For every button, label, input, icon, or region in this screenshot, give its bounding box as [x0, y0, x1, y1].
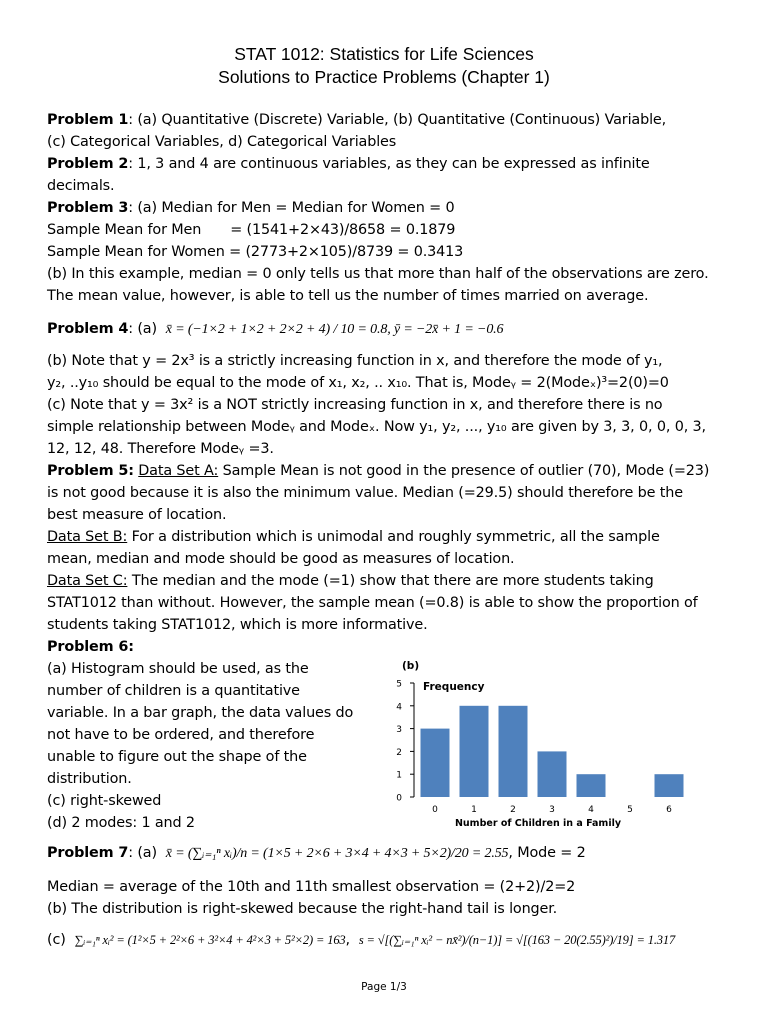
problem-6-label: Problem 6 [47, 639, 129, 655]
data-set-b-text: For a distribution which is unimodal and roughly symmetric, all the sample [127, 529, 660, 545]
problem-7-line-a [47, 843, 586, 864]
problem-6-text-line: (c) right-skewed [47, 793, 162, 809]
problem-5-line-4 [47, 527, 660, 547]
problem-6-heading [47, 637, 134, 657]
problem-3-b-line-1: (b) In this example, median = 0 only tells us that more than half of the observations are zero. [47, 266, 709, 282]
problem-5-line-5: mean, median and mode should be good as measures of location. [47, 551, 515, 567]
problem-2-line-2: decimals. [47, 178, 115, 194]
histogram-bar [538, 751, 567, 797]
y-tick-label: 2 [396, 747, 402, 758]
problem-1-line-2: (c) Categorical Variables, d) Categorical Variables [47, 134, 397, 150]
problem-2-line-1 [47, 154, 650, 174]
x-axis-label: Number of Children in a Family [454, 818, 622, 829]
x-tick-label: 4 [588, 805, 594, 815]
problem-1-label: Problem 1 [47, 112, 129, 128]
data-set-c-text: The median and the mode (=1) show that there are more students taking [127, 573, 654, 589]
problem-3-women-mean: Sample Mean for Women = (2773+2×105)/8739 = 0.3413 [47, 244, 464, 260]
problem-3-men-mean [47, 220, 455, 240]
problem-6-colon: : [128, 639, 134, 655]
x-tick-label: 2 [510, 805, 516, 815]
x-tick-label: 6 [666, 805, 672, 815]
problem-7-b: (b) The distribution is right-skewed because the right-hand tail is longer. [47, 901, 558, 917]
problem-5-line-3: best measure of location. [47, 507, 227, 523]
y-tick-label: 5 [396, 679, 402, 690]
men-mean-value: = (1541+2×43)/8658 = 0.1879 [230, 222, 456, 238]
problem-6-text-line: not have to be ordered, and therefore [47, 727, 315, 743]
problem-4-a-prefix: : (a) [128, 321, 157, 337]
problem-5-label: Problem 5: [47, 463, 134, 479]
problem-6-text-line: number of children is a quantitative [47, 683, 300, 699]
x-tick-label: 5 [627, 805, 633, 815]
problem-5-line-2: is not good because it is also the minimum value. Median (=29.5) should therefore be the [47, 485, 683, 501]
problem-3-b-line-2: The mean value, however, is able to tell us the number of times married on average. [47, 288, 649, 304]
histogram-bar [460, 706, 489, 797]
problem-3-line-1 [47, 198, 455, 218]
problem-6-text-line: (a) Histogram should be used, as the [47, 661, 309, 677]
problem-3-label: Problem 3 [47, 200, 129, 216]
problem-2-text: : 1, 3 and 4 are continuous variables, as they can be expressed as infinite [128, 156, 650, 172]
std-dev-formula: s = √[(∑ᵢ₌₁ⁿ xᵢ² − nx̄²)/(n−1)] = √[(163 − 20(2.55)²)/19] = 1.317 [358, 933, 676, 947]
y-tick-label: 1 [396, 770, 402, 781]
y-tick-label: 0 [396, 793, 402, 804]
problem-4-line-a [47, 319, 503, 340]
data-set-a-label: Data Set A: [138, 463, 219, 479]
problem-4-label: Problem 4 [47, 321, 129, 337]
problem-6-text-line: distribution. [47, 771, 132, 787]
x-tick-label: 3 [549, 805, 555, 815]
y-tick-label: 3 [396, 725, 402, 736]
problem-7-median: Median = average of the 10th and 11th smallest observation = (2+2)/2=2 [47, 879, 576, 895]
histogram-bar [499, 706, 528, 797]
histogram-bar [421, 729, 450, 797]
histogram-chart [388, 655, 698, 835]
problem-5-line-7: STAT1012 than without. However, the sample mean (=0.8) is able to show the proportion of [47, 595, 698, 611]
problem-5-line-1 [47, 461, 709, 481]
problem-7-a-formula: x̄ = (∑ᵢ₌₁ⁿ xᵢ)/n = (1×5 + 2×6 + 3×4 + 4×3 + 5×2)/20 = 2.55 [165, 846, 509, 861]
problem-2-label: Problem 2 [47, 156, 129, 172]
problem-4-b-line-2: y₂, ..y₁₀ should be equal to the mode of x₁, x₂, .. x₁₀. That is, Modeᵧ = 2(Modeₓ)³=2(0)=0 [47, 375, 669, 391]
problem-7-label: Problem 7 [47, 845, 129, 861]
doc-title-line2: Solutions to Practice Problems (Chapter 1) [218, 67, 550, 87]
problem-4-a-formula: x̄ = (−1×2 + 1×2 + 2×2 + 4) / 10 = 0.8, ȳ = −2x̄ + 1 = −0.6 [165, 322, 504, 337]
problem-4-b-line-1: (b) Note that y = 2x³ is a strictly increasing function in x, and therefore the mode of y₁, [47, 353, 663, 369]
problem-3-text: : (a) Median for Men = Median for Women = 0 [128, 200, 455, 216]
formula-separator: , [345, 932, 350, 948]
problem-4-c-line-1: (c) Note that y = 3x² is a NOT strictly increasing function in x, and therefore there is no [47, 397, 663, 413]
problem-6-text-line: (d) 2 modes: 1 and 2 [47, 815, 195, 831]
x-tick-label: 1 [471, 805, 477, 815]
problem-7-mode: , Mode = 2 [508, 845, 586, 861]
problem-6-text-line: variable. In a bar graph, the data values do [47, 705, 354, 721]
data-set-c-label: Data Set C: [47, 573, 128, 589]
doc-title-line1: STAT 1012: Statistics for Life Sciences [234, 44, 534, 64]
problem-7-line-c [47, 930, 675, 950]
histogram-bar [577, 774, 606, 797]
problem-1-line-1 [47, 110, 666, 130]
problem-4-c-line-2: simple relationship between Modeᵧ and Modeₓ. Now y₁, y₂, ..., y₁₀ are given by 3, 3, 0, 0, 0, 3, [47, 419, 706, 435]
problem-4-c-line-3: 12, 12, 48. Therefore Modeᵧ =3. [47, 441, 274, 457]
data-set-a-text: Sample Mean is not good in the presence of outlier (70), Mode (=23) [218, 463, 710, 479]
problem-5-line-6 [47, 571, 654, 591]
problem-6-text-line: unable to figure out the shape of the [47, 749, 307, 765]
problem-7-a-prefix: : (a) [128, 845, 157, 861]
histogram-bar [655, 774, 684, 797]
sum-of-squares-formula: ∑ᵢ₌₁ⁿ xᵢ² = (1²×5 + 2²×6 + 3²×4 + 4²×3 + 5²×2) = 163 [74, 933, 346, 947]
problem-7-c-prefix: (c) [47, 932, 66, 948]
x-tick-label: 0 [432, 805, 438, 815]
data-set-b-label: Data Set B: [47, 529, 128, 545]
y-axis-label: Frequency [423, 681, 485, 693]
y-tick-label: 4 [396, 702, 402, 713]
problem-1-text: : (a) Quantitative (Discrete) Variable, (b) Quantitative (Continuous) Variable, [128, 112, 667, 128]
panel-label: (b) [402, 660, 420, 672]
men-mean-label: Sample Mean for Men [47, 222, 202, 238]
page-footer: Page 1/3 [361, 981, 407, 993]
problem-5-line-8: students taking STAT1012, which is more informative. [47, 617, 428, 633]
